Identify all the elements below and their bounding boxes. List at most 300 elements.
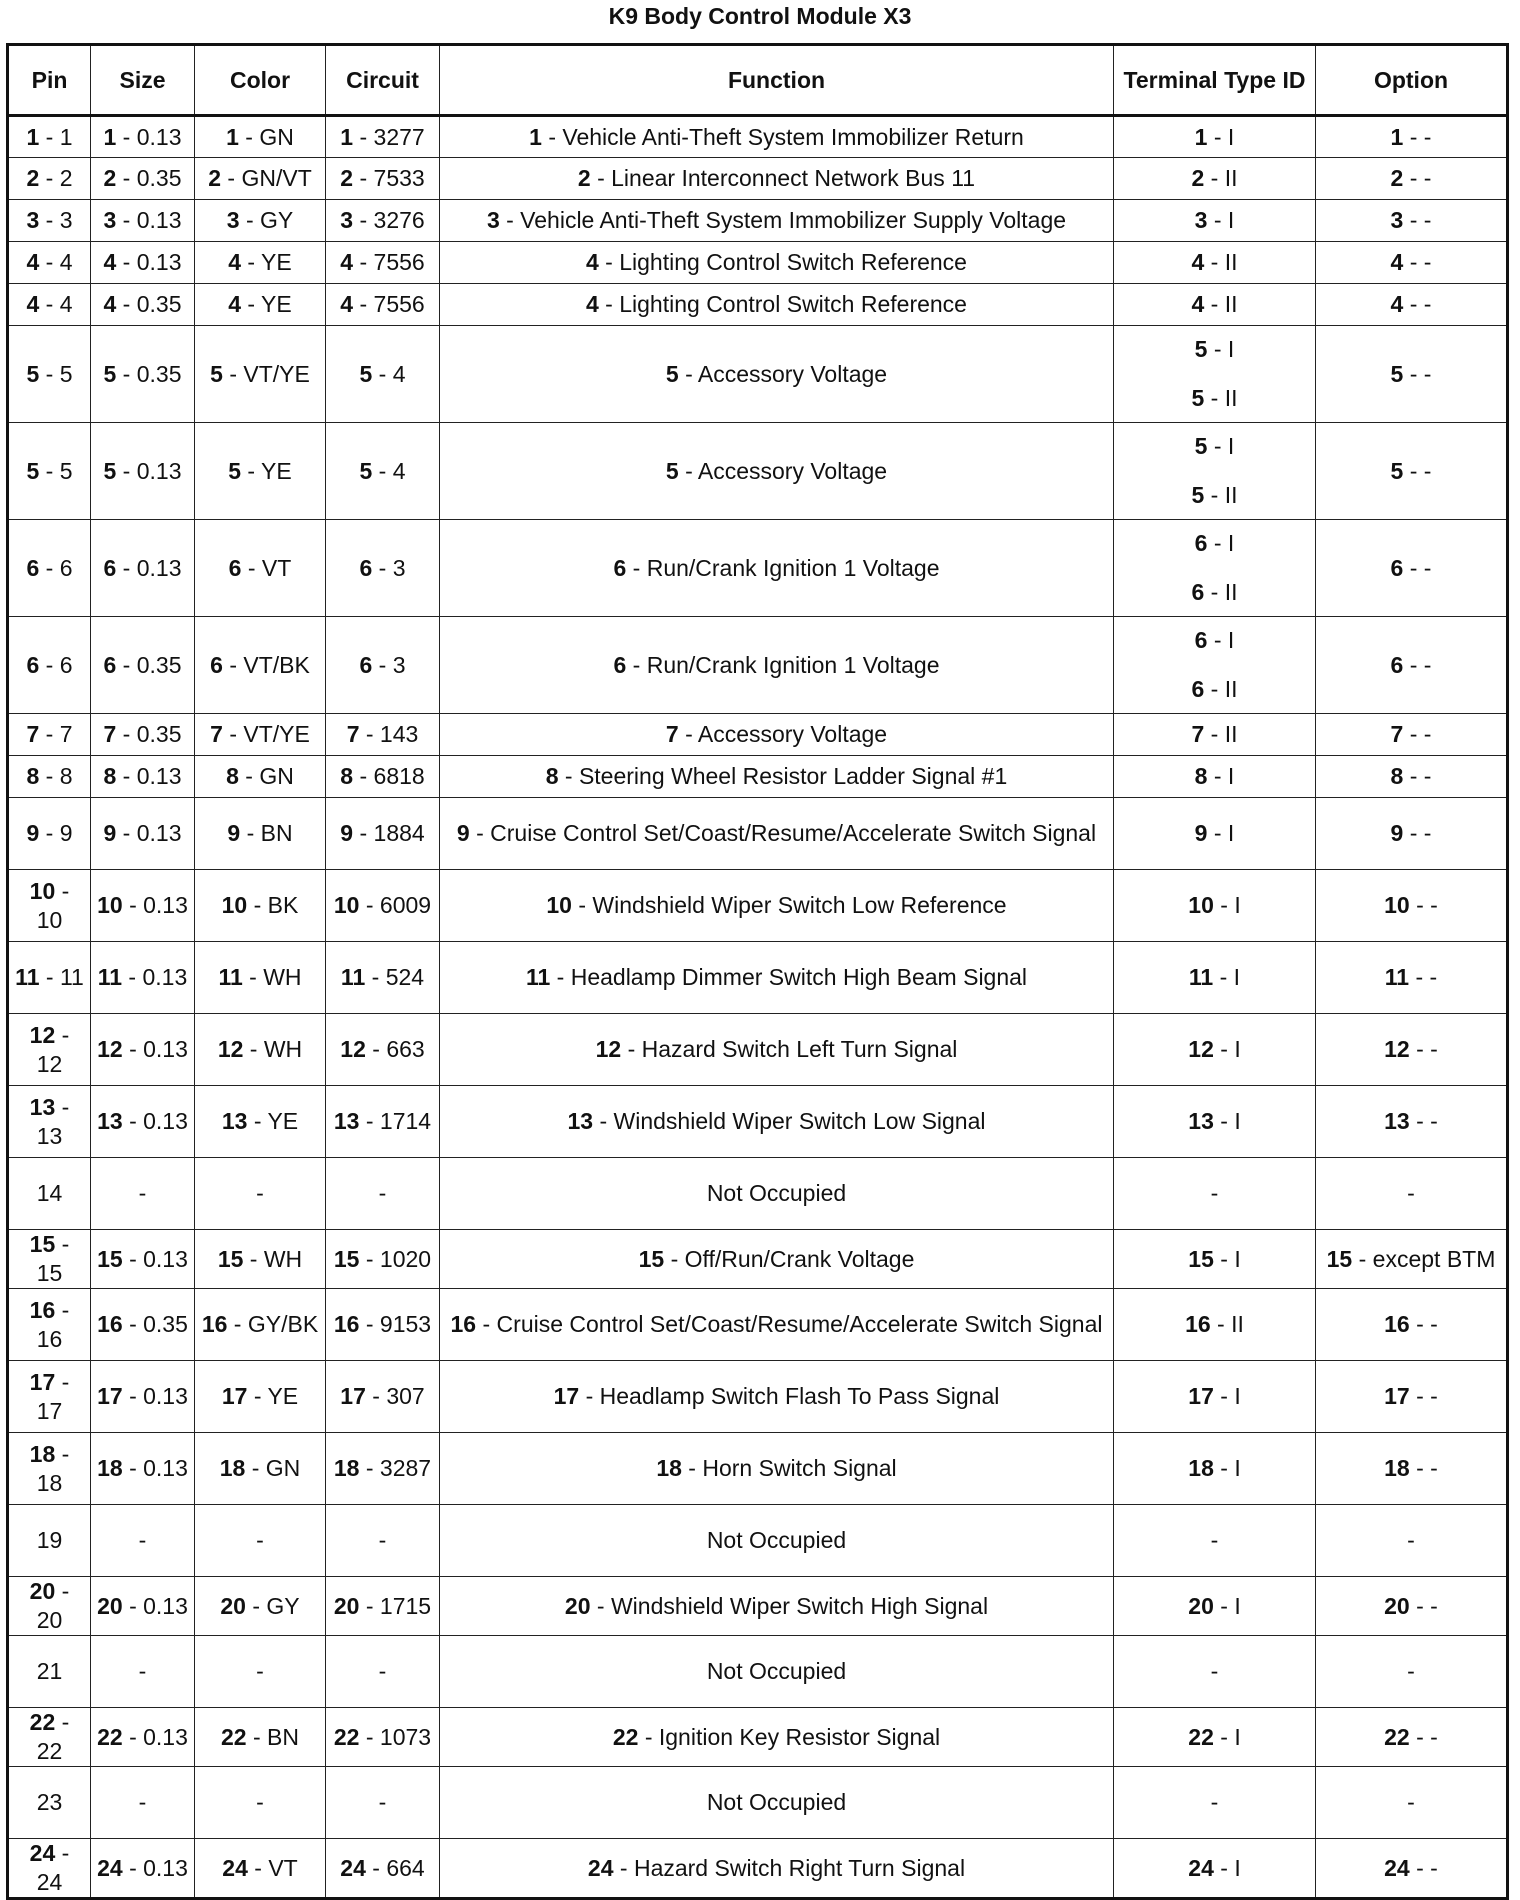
cell-terminal: [1114, 1230, 1316, 1289]
circuit-text: - 663: [365, 1036, 425, 1062]
cell-size: [91, 1505, 195, 1577]
terminal-text: -: [1210, 1527, 1219, 1553]
terminal-text: - II: [1204, 482, 1238, 508]
function-number: 8: [545, 763, 559, 789]
cell-size: [91, 1230, 195, 1289]
pin-number: 6: [26, 554, 40, 581]
terminal-entry: [1119, 1454, 1310, 1483]
cell-pin: [8, 870, 91, 942]
function-text: - Headlamp Switch Flash To Pass Signal: [579, 1383, 1000, 1409]
cell-option: [1316, 1230, 1508, 1289]
cell-circuit: [326, 158, 440, 200]
cell-color: [195, 423, 326, 520]
pin-number: 18: [29, 1440, 56, 1467]
cell-color: [195, 1577, 326, 1636]
color-number: 6: [228, 554, 242, 581]
cell-circuit: [326, 284, 440, 326]
terminal-text: - I: [1207, 763, 1235, 789]
color-number: 5: [228, 457, 242, 484]
circuit-text: - 1714: [359, 1108, 432, 1134]
pin-text: - 20: [36, 1578, 70, 1633]
cell-circuit: [326, 1086, 440, 1158]
cell-pin: [8, 520, 91, 617]
size-number: 8: [103, 763, 117, 789]
cell-pin: [8, 284, 91, 326]
cell-pin: [8, 1636, 91, 1708]
cell-circuit: [326, 798, 440, 870]
pin-number: 10: [29, 877, 56, 904]
terminal-number: 5: [1191, 482, 1205, 508]
cell-size: [91, 617, 195, 714]
cell-terminal: [1114, 798, 1316, 870]
function-text: Not Occupied: [706, 1180, 847, 1206]
header-pin: Pin: [8, 45, 91, 116]
function-number: 1: [529, 123, 542, 150]
cell-function: [440, 1230, 1114, 1289]
circuit-number: 13: [333, 1108, 360, 1134]
cell-terminal: [1114, 326, 1316, 423]
terminal-gap: [1119, 461, 1310, 481]
cell-option: [1316, 326, 1508, 423]
circuit-number: 15: [333, 1245, 360, 1272]
terminal-text: - I: [1207, 530, 1235, 556]
terminal-entry: [1119, 1788, 1310, 1817]
cell-pin: [8, 1361, 91, 1433]
function-number: 12: [595, 1036, 622, 1062]
table-row: [8, 242, 1508, 284]
terminal-entry: [1119, 626, 1310, 655]
circuit-text: - 143: [359, 721, 419, 747]
table-row: [8, 1289, 1508, 1361]
color-text: - YE: [247, 1383, 299, 1409]
function-text: - Lighting Control Switch Reference: [598, 291, 967, 317]
circuit-text: -: [378, 1180, 387, 1206]
color-number: 3: [226, 207, 240, 233]
pin-text: - 4: [39, 291, 73, 317]
cell-terminal: [1114, 200, 1316, 242]
terminal-number: 6: [1194, 530, 1208, 556]
color-text: - BK: [247, 892, 299, 918]
terminal-number: 3: [1194, 207, 1208, 233]
color-number: 4: [228, 249, 242, 275]
option-number: 10: [1384, 892, 1410, 918]
table-row: [8, 1361, 1508, 1433]
terminal-text: - I: [1207, 627, 1235, 653]
terminal-entry: [1119, 384, 1310, 413]
size-text: - 0.13: [122, 1455, 188, 1481]
size-text: -: [138, 1789, 147, 1815]
color-number: 15: [217, 1245, 244, 1272]
option-number: 5: [1390, 360, 1404, 387]
option-text: -: [1407, 1658, 1415, 1684]
cell-terminal: [1114, 520, 1316, 617]
cell-color: [195, 1767, 326, 1839]
cell-terminal: [1114, 423, 1316, 520]
pin-text: - 13: [36, 1093, 70, 1149]
terminal-text: -: [1210, 1658, 1219, 1684]
cell-function: [440, 200, 1114, 242]
terminal-entry: [1119, 432, 1310, 461]
cell-color: [195, 1086, 326, 1158]
option-number: 24: [1384, 1854, 1410, 1881]
pin-text: - 9: [39, 820, 73, 846]
pin-text: - 11: [39, 964, 84, 990]
circuit-number: 16: [333, 1311, 360, 1337]
option-number: 6: [1390, 554, 1404, 581]
terminal-text: - I: [1213, 892, 1241, 918]
function-number: 18: [656, 1455, 682, 1481]
function-text: - Windshield Wiper Switch High Signal: [590, 1592, 989, 1619]
circuit-text: - 1020: [359, 1245, 432, 1272]
circuit-number: 12: [340, 1036, 366, 1062]
terminal-number: 15: [1188, 1245, 1214, 1272]
terminal-number: 5: [1194, 433, 1208, 459]
cell-color: [195, 1230, 326, 1289]
terminal-entry: [1119, 529, 1310, 558]
size-number: 12: [97, 1036, 123, 1062]
pin-number: 16: [29, 1296, 56, 1323]
cell-circuit: [326, 423, 440, 520]
terminal-text: - I: [1213, 1592, 1241, 1619]
cell-function: [440, 1014, 1114, 1086]
cell-size: [91, 200, 195, 242]
function-number: 11: [525, 964, 551, 990]
size-text: - 0.13: [122, 1383, 188, 1409]
option-number: 3: [1390, 207, 1404, 233]
cell-size: [91, 116, 195, 158]
circuit-number: 18: [333, 1455, 360, 1481]
cell-circuit: [326, 242, 440, 284]
terminal-number: 10: [1188, 892, 1214, 918]
terminal-text: - I: [1213, 1854, 1241, 1881]
cell-circuit: [326, 617, 440, 714]
cell-terminal: [1114, 714, 1316, 756]
option-number: 8: [1390, 763, 1404, 789]
terminal-number: 6: [1191, 676, 1205, 702]
cell-size: [91, 1289, 195, 1361]
size-text: - 0.13: [122, 1245, 188, 1272]
option-text: - -: [1403, 165, 1432, 191]
color-text: - GY: [245, 1592, 300, 1619]
size-number: 22: [97, 1723, 123, 1750]
cell-terminal: [1114, 870, 1316, 942]
cell-function: [440, 158, 1114, 200]
cell-function: [440, 617, 1114, 714]
terminal-entry: [1119, 891, 1310, 920]
terminal-number: 22: [1188, 1723, 1214, 1750]
cell-terminal: [1114, 242, 1316, 284]
pin-number: 8: [26, 763, 40, 789]
cell-function: [440, 520, 1114, 617]
cell-terminal: [1114, 1636, 1316, 1708]
cell-circuit: [326, 116, 440, 158]
terminal-number: 8: [1194, 763, 1208, 789]
cell-circuit: [326, 1636, 440, 1708]
option-text: - -: [1403, 721, 1432, 747]
color-number: 9: [227, 820, 241, 846]
circuit-number: 8: [340, 763, 354, 789]
cell-size: [91, 1361, 195, 1433]
size-text: - 0.13: [116, 457, 182, 484]
size-number: 18: [97, 1455, 123, 1481]
table-row: [8, 1505, 1508, 1577]
circuit-number: 3: [340, 207, 354, 233]
table-row: [8, 870, 1508, 942]
function-text: Not Occupied: [706, 1527, 847, 1553]
circuit-text: -: [378, 1658, 387, 1684]
cell-option: [1316, 942, 1508, 1014]
cell-option: [1316, 617, 1508, 714]
pin-text: - 8: [39, 763, 73, 789]
option-number: 5: [1390, 457, 1404, 484]
color-number: 20: [220, 1592, 246, 1619]
pin-text: - 10: [36, 877, 70, 933]
cell-size: [91, 1577, 195, 1636]
pin-text: 23: [36, 1789, 63, 1815]
cell-color: [195, 520, 326, 617]
function-number: 9: [456, 820, 470, 846]
cell-pin: [8, 242, 91, 284]
table-row: [8, 284, 1508, 326]
cell-pin: [8, 326, 91, 423]
terminal-number: 9: [1194, 820, 1208, 846]
cell-function: [440, 1361, 1114, 1433]
terminal-entry: [1119, 1179, 1310, 1208]
cell-function: [440, 1505, 1114, 1577]
size-text: - 0.35: [122, 1311, 188, 1337]
color-number: 22: [221, 1723, 247, 1750]
option-text: - -: [1403, 291, 1432, 317]
terminal-entry: [1119, 720, 1310, 749]
option-text: - except BTM: [1352, 1245, 1496, 1272]
cell-option: [1316, 1086, 1508, 1158]
option-text: - -: [1403, 360, 1432, 387]
size-number: 7: [103, 721, 117, 747]
circuit-text: - 9153: [359, 1311, 432, 1337]
function-text: - Off/Run/Crank Voltage: [664, 1245, 915, 1272]
terminal-text: - I: [1213, 1108, 1241, 1134]
pin-number: 11: [15, 964, 40, 990]
option-text: - -: [1409, 1036, 1438, 1062]
header-size: Size: [91, 45, 195, 116]
cell-circuit: [326, 756, 440, 798]
function-number: 3: [486, 207, 500, 233]
color-number: 13: [221, 1108, 248, 1134]
cell-pin: [8, 942, 91, 1014]
option-number: 4: [1390, 291, 1404, 317]
terminal-text: - I: [1207, 336, 1235, 362]
size-number: 15: [97, 1245, 123, 1272]
cell-terminal: [1114, 116, 1316, 158]
table-row: [8, 1014, 1508, 1086]
cell-terminal: [1114, 942, 1316, 1014]
size-text: - 0.13: [122, 1723, 188, 1750]
cell-terminal: [1114, 1433, 1316, 1505]
circuit-number: 1: [340, 123, 354, 150]
option-text: - -: [1409, 1311, 1438, 1337]
cell-pin: [8, 1433, 91, 1505]
color-number: 10: [221, 892, 248, 918]
color-text: - VT/YE: [222, 721, 310, 747]
terminal-number: 5: [1194, 336, 1208, 362]
color-text: - VT: [247, 1854, 298, 1881]
cell-color: [195, 200, 326, 242]
terminal-text: - II: [1210, 1311, 1244, 1337]
option-text: -: [1407, 1789, 1415, 1815]
size-number: 16: [97, 1311, 123, 1337]
terminal-entry: [1119, 335, 1310, 364]
table-row: [8, 423, 1508, 520]
terminal-number: 11: [1188, 964, 1214, 990]
table-row: [8, 1767, 1508, 1839]
size-number: 4: [103, 291, 117, 317]
cell-color: [195, 326, 326, 423]
option-number: 1: [1390, 123, 1404, 150]
cell-function: [440, 942, 1114, 1014]
terminal-entry: [1119, 819, 1310, 848]
cell-function: [440, 798, 1114, 870]
terminal-entry: [1119, 248, 1310, 277]
circuit-number: 4: [340, 249, 354, 275]
terminal-text: - II: [1204, 385, 1238, 411]
circuit-number: 20: [333, 1592, 360, 1619]
function-number: 2: [577, 165, 591, 191]
cell-color: [195, 1636, 326, 1708]
size-number: 20: [97, 1592, 123, 1619]
pin-text: 14: [36, 1180, 63, 1206]
cell-option: [1316, 1636, 1508, 1708]
color-text: - GN/VT: [221, 165, 312, 191]
option-number: 20: [1384, 1592, 1410, 1619]
color-text: -: [256, 1658, 264, 1684]
pin-number: 1: [26, 123, 40, 150]
option-number: 13: [1384, 1108, 1410, 1134]
terminal-entry: [1119, 1107, 1310, 1136]
color-number: 5: [210, 360, 223, 387]
size-text: - 0.13: [116, 763, 182, 789]
cell-pin: [8, 1505, 91, 1577]
pin-number: 5: [26, 457, 40, 484]
pin-text: - 5: [39, 360, 73, 387]
function-text: - Run/Crank Ignition 1 Voltage: [626, 651, 940, 678]
pin-number: 7: [26, 721, 40, 747]
option-number: 4: [1390, 249, 1404, 275]
option-number: 7: [1390, 721, 1404, 747]
header-function: Function: [440, 45, 1114, 116]
function-number: 16: [450, 1311, 477, 1337]
option-text: - -: [1403, 820, 1432, 846]
size-text: - 0.13: [116, 249, 182, 275]
option-number: 16: [1384, 1311, 1410, 1337]
cell-size: [91, 1767, 195, 1839]
terminal-text: -: [1210, 1180, 1219, 1206]
table-row: [8, 1433, 1508, 1505]
pin-text: - 22: [36, 1709, 70, 1764]
cell-function: [440, 1767, 1114, 1839]
terminal-number: 5: [1191, 385, 1205, 411]
option-text: - -: [1409, 1455, 1438, 1481]
cell-function: [440, 714, 1114, 756]
pin-number: 3: [26, 207, 40, 233]
color-text: - GN: [238, 763, 294, 789]
color-text: -: [256, 1180, 264, 1206]
cell-pin: [8, 200, 91, 242]
terminal-number: 12: [1188, 1036, 1214, 1062]
terminal-number: 24: [1188, 1854, 1214, 1881]
pinout-table: [6, 43, 1509, 1900]
color-number: 18: [219, 1455, 246, 1481]
color-text: - YE: [241, 249, 292, 275]
terminal-entry: [1119, 1245, 1310, 1274]
size-number: 5: [103, 360, 117, 387]
circuit-number: 2: [340, 165, 354, 191]
function-number: 20: [564, 1592, 591, 1619]
color-text: - YE: [241, 457, 292, 484]
terminal-entry: [1119, 1657, 1310, 1686]
cell-pin: [8, 1577, 91, 1636]
color-text: - WH: [243, 1036, 303, 1062]
pin-text: - 17: [36, 1368, 70, 1424]
terminal-entry: [1119, 1854, 1310, 1883]
size-text: - 0.13: [122, 1854, 188, 1881]
option-text: - -: [1403, 123, 1432, 150]
terminal-number: 6: [1194, 627, 1208, 653]
function-text: - Ignition Key Resistor Signal: [638, 1723, 941, 1750]
terminal-number: 2: [1191, 165, 1205, 191]
terminal-text: - II: [1204, 165, 1238, 191]
pin-text: - 12: [36, 1021, 70, 1077]
cell-size: [91, 714, 195, 756]
circuit-number: 22: [333, 1723, 360, 1750]
cell-option: [1316, 200, 1508, 242]
cell-circuit: [326, 1433, 440, 1505]
table-row: [8, 942, 1508, 1014]
terminal-number: 17: [1188, 1383, 1214, 1409]
cell-circuit: [326, 942, 440, 1014]
size-text: - 0.13: [122, 1592, 188, 1619]
circuit-number: 11: [340, 964, 366, 990]
size-number: 17: [97, 1383, 123, 1409]
pin-number: 6: [26, 651, 40, 678]
cell-pin: [8, 798, 91, 870]
function-text: - Windshield Wiper Switch Low Signal: [593, 1108, 986, 1134]
option-text: - -: [1403, 207, 1432, 233]
cell-pin: [8, 1086, 91, 1158]
cell-color: [195, 158, 326, 200]
terminal-text: - I: [1213, 1455, 1241, 1481]
circuit-text: - 6818: [353, 763, 425, 789]
option-text: - -: [1409, 1108, 1438, 1134]
size-number: 6: [103, 554, 117, 581]
pin-text: - 6: [39, 554, 73, 581]
terminal-entry: [1119, 1310, 1310, 1339]
option-text: - -: [1409, 892, 1438, 918]
cell-circuit: [326, 1505, 440, 1577]
function-text: - Horn Switch Signal: [681, 1455, 897, 1481]
circuit-number: 5: [359, 360, 373, 387]
cell-function: [440, 1086, 1114, 1158]
cell-color: [195, 1361, 326, 1433]
cell-circuit: [326, 870, 440, 942]
color-number: 24: [222, 1854, 248, 1881]
terminal-number: 18: [1188, 1455, 1214, 1481]
cell-pin: [8, 1708, 91, 1767]
function-text: - Accessory Voltage: [678, 457, 888, 484]
terminal-text: - II: [1204, 676, 1238, 702]
cell-size: [91, 326, 195, 423]
circuit-text: - 664: [365, 1854, 425, 1881]
option-number: 12: [1384, 1036, 1410, 1062]
